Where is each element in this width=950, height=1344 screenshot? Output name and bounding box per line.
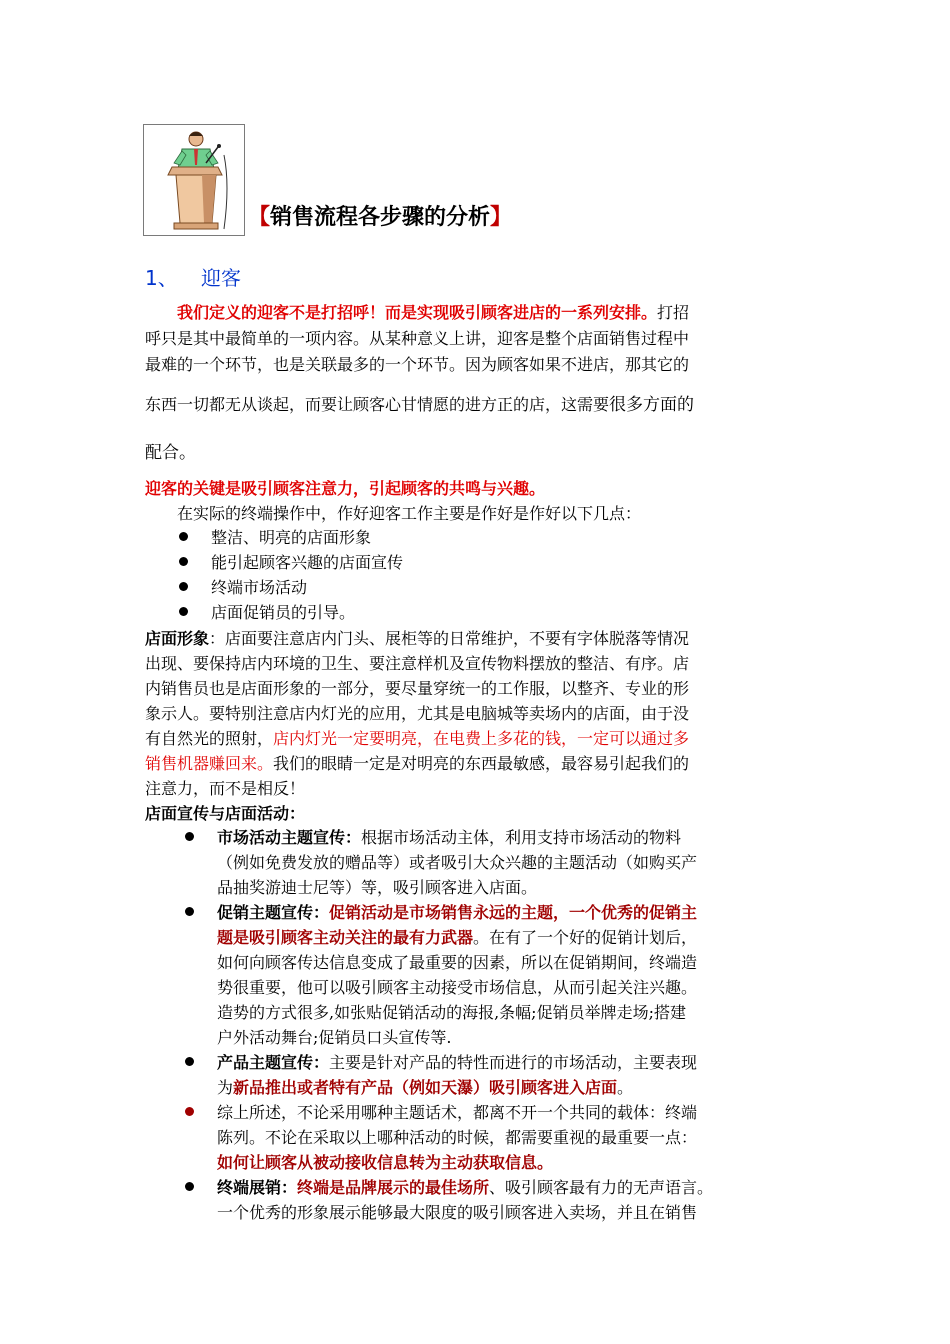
product-line-2a: 为 — [217, 1078, 234, 1097]
section-number: 1、 — [145, 266, 178, 290]
sales-line-2-rest: 。在有了一个好的促销计划后， — [473, 928, 698, 947]
store-image-line-5a: 有自然光的照射， — [145, 729, 274, 748]
intro-line-5: 配合。 — [145, 443, 196, 463]
market-item-line-2: （例如免费发放的赠品等）或者吸引大众兴趣的主题活动（如购买产 — [217, 853, 698, 872]
display-line-1-rest: 、吸引顾客最有力的无声语言。 — [489, 1178, 714, 1197]
section-title: 迎客 — [201, 266, 241, 290]
product-text: 主要是针对产品的特性而进行的市场活动，主要表现 — [329, 1053, 698, 1072]
display-label: 终端展销： — [217, 1178, 298, 1197]
speaker-podium-icon — [144, 125, 244, 235]
key-point: 迎客的关键是吸引顾客注意力，引起顾客的共鸣与兴趣。 — [145, 479, 546, 498]
section-heading — [145, 262, 241, 291]
bullet-icon — [185, 1107, 194, 1116]
bullet-icon — [179, 607, 188, 616]
point-item: 能引起顾客兴趣的店面宣传 — [211, 553, 404, 572]
title-open-bracket: 【 — [248, 205, 271, 230]
sales-item-line-4: 势很重要，他可以吸引顾客主动接受市场信息，从而引起关注兴趣。 — [217, 978, 698, 997]
store-image-emphasis-end: 销售机器赚回来。 — [145, 754, 274, 773]
product-label: 产品主题宣传： — [217, 1053, 330, 1072]
bullet-icon — [185, 832, 194, 841]
store-image-text: ：店面要注意店内门头、展柜等的日常维护，不要有字体脱落等情况 — [209, 629, 690, 648]
sales-label: 促销主题宣传： — [217, 903, 330, 922]
sales-item-line-2 — [217, 925, 697, 948]
sales-emphasis: 促销活动是市场销售永远的主题，一个优秀的促销主 — [329, 903, 698, 922]
intro-line-3: 最难的一个环节，也是关联最多的一个环节。因为顾客如果不进店，那其它的 — [145, 355, 690, 374]
intro-line-4 — [145, 390, 694, 415]
product-item-line-1 — [217, 1050, 697, 1073]
bullet-icon — [185, 907, 194, 916]
market-text: 根据市场活动主体，利用支持市场活动的物料 — [361, 828, 682, 847]
summary-line-3: 如何让顾客从被动接收信息转为主动获取信息。 — [217, 1153, 554, 1172]
intro-line-1-rest: 打招 — [657, 303, 690, 322]
point-item: 终端市场活动 — [211, 578, 308, 597]
point-item: 店面促销员的引导。 — [211, 603, 356, 622]
store-image-line-6b: 我们的眼睛一定是对明亮的东西最敏感，最容易引起我们的 — [273, 754, 690, 773]
lead-in: 在实际的终端操作中，作好迎客工作主要是作好是作好以下几点： — [177, 504, 642, 523]
summary-line-1: 综上所述，不论采用哪种主题话术，都离不开一个共同的载体：终端 — [217, 1103, 698, 1122]
speaker-podium-clipart — [143, 124, 245, 236]
product-line-2b: 。 — [617, 1078, 634, 1097]
product-item-line-2 — [217, 1075, 633, 1098]
sales-item-line-5: 造势的方式很多,如张贴促销活动的海报,条幅;促销员举牌走场;搭建 — [217, 1003, 686, 1022]
market-item-line-1 — [217, 825, 681, 848]
store-image-line-2: 出现、要保持店内环境的卫生、要注意样机及宣传物料摆放的整洁、有序。店 — [145, 654, 690, 673]
store-image-line-7: 注意力，而不是相反！ — [145, 779, 306, 798]
intro-line-2: 呼只是其中最简单的一项内容。从某种意义上讲，迎客是整个店面销售过程中 — [145, 329, 690, 348]
display-emphasis: 终端是品牌展示的最佳场所 — [297, 1178, 490, 1197]
store-image-line-1 — [145, 626, 689, 649]
store-image-label: 店面形象 — [145, 629, 210, 648]
store-image-line-6 — [145, 751, 689, 774]
display-item-line-1 — [217, 1175, 713, 1198]
market-item-line-3: 品抽奖游迪士尼等）等，吸引顾客进入店面。 — [217, 878, 538, 897]
bullet-icon — [185, 1057, 194, 1066]
intro-line-1 — [177, 300, 689, 323]
title-text: 销售流程各步骤的分析 — [270, 205, 491, 230]
sales-item-line-6: 户外活动舞台;促销员口头宣传等. — [217, 1028, 452, 1047]
display-item-line-2: 一个优秀的形象展示能够最大限度的吸引顾客进入卖场，并且在销售 — [217, 1203, 698, 1222]
intro-line-4b: 很多方面的 — [609, 395, 695, 415]
promo-heading: 店面宣传与店面活动： — [145, 804, 306, 823]
intro-emphasis: 我们定义的迎客不是打招呼！而是实现吸引顾客进店的一系列安排。 — [177, 303, 658, 322]
bullet-icon — [179, 582, 188, 591]
store-image-emphasis: 店内灯光一定要明亮，在电费上多花的钱，一定可以通过多 — [273, 729, 690, 748]
sales-item-line-1 — [217, 900, 697, 923]
document-title — [248, 200, 512, 231]
sales-item-line-3: 如何向顾客传达信息变成了最重要的因素，所以在促销期间，终端造 — [217, 953, 698, 972]
bullet-icon — [185, 1182, 194, 1191]
store-image-line-4: 象示人。要特别注意店内灯光的应用，尤其是电脑城等卖场内的店面，由于没 — [145, 704, 690, 723]
intro-line-4a: 东西一切都无从谈起，而要让顾客心甘情愿的进方正的店，这需要 — [145, 395, 610, 414]
store-image-line-3: 内销售员也是店面形象的一部分，要尽量穿统一的工作服，以整齐、专业的形 — [145, 679, 690, 698]
bullet-icon — [179, 557, 188, 566]
point-item: 整洁、明亮的店面形象 — [211, 528, 372, 547]
summary-line-2: 陈列。不论在采取以上哪种活动的时候，都需要重视的最重要一点： — [217, 1128, 698, 1147]
market-label: 市场活动主题宣传： — [217, 828, 362, 847]
bullet-icon — [179, 532, 188, 541]
sales-emphasis-2: 题是吸引顾客主动关注的最有力武器 — [217, 928, 474, 947]
store-image-line-5 — [145, 726, 689, 749]
product-emphasis: 新品推出或者特有产品（例如天瀑）吸引顾客进入店面 — [233, 1078, 618, 1097]
title-close-bracket: 】 — [490, 205, 513, 230]
